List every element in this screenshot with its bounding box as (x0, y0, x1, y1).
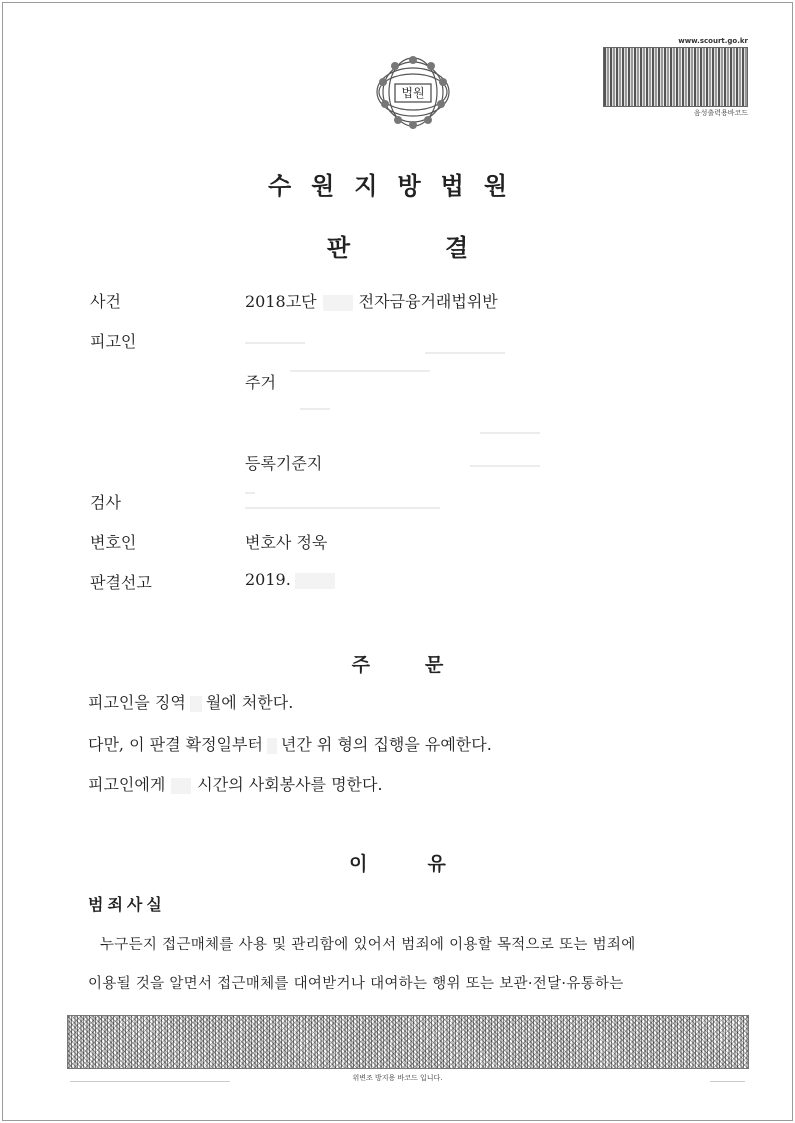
order-heading: 주 문 (351, 654, 444, 676)
title-char-1: 판 (326, 234, 350, 262)
title-char-2: 결 (445, 234, 469, 262)
voice-barcode (603, 47, 748, 107)
case-number: 2018고단 (245, 292, 317, 311)
order-line-1: 피고인을 징역 월에 처한다. (88, 693, 294, 712)
redacted-line (245, 342, 305, 344)
verdict-date-value: 2019. (245, 570, 335, 589)
court-emblem (373, 52, 453, 132)
case-name: 전자금융거래법위반 (358, 292, 498, 311)
redacted-line (245, 507, 440, 509)
reasons-heading: 이 유 (349, 853, 446, 875)
redacted-line (470, 465, 540, 467)
emblem-label: 법원 (401, 86, 425, 100)
site-url: www.scourt.go.kr (678, 37, 748, 45)
reasons-line-1: 누구든지 접근매체를 사용 및 관리함에 있어서 범죄에 이용할 목적으로 또는 범죄에 (100, 937, 636, 953)
case-value (245, 289, 498, 312)
defendant-label: 피고인 (90, 332, 137, 351)
anti-forgery-barcode (67, 1015, 749, 1069)
crime-facts-heading: 범죄사실 (88, 895, 166, 914)
redacted-line (245, 492, 255, 494)
barcode-caption: 음성출력용바코드 (693, 109, 748, 117)
redacted-line (300, 408, 330, 410)
registered-label: 등록기준지 (245, 454, 323, 473)
court-name: 수원지방법원 (267, 172, 528, 200)
redacted-block (171, 778, 191, 794)
counsel-label: 변호인 (90, 533, 137, 552)
case-label: 사건 (90, 292, 121, 311)
counsel-value: 변호사 정욱 (245, 533, 328, 552)
redacted-block (267, 738, 277, 754)
order-line-2: 다만, 이 판결 확정일부터 년간 위 형의 집행을 유예한다. (88, 735, 492, 754)
redacted-line (480, 432, 540, 434)
prosecutor-label: 검사 (90, 493, 121, 512)
redacted-line (425, 352, 505, 354)
redacted-block (295, 573, 335, 589)
order-line-3: 피고인에게 시간의 사회봉사를 명한다. (88, 775, 383, 794)
document-title (0, 228, 795, 263)
redacted-block (323, 295, 353, 311)
footer-caption: 위변조 방지용 바코드 입니다. (352, 1074, 443, 1082)
reasons-line-2: 이용될 것을 알면서 접근매체를 대여받거나 대여하는 행위 또는 보관·전달·유통하는 (88, 976, 624, 992)
redacted-line (290, 370, 430, 372)
footer-line (70, 1081, 230, 1082)
footer-line (710, 1081, 745, 1082)
verdict-date-label: 판결선고 (90, 573, 152, 592)
address-label: 주거 (245, 373, 276, 392)
redacted-block (190, 696, 202, 712)
